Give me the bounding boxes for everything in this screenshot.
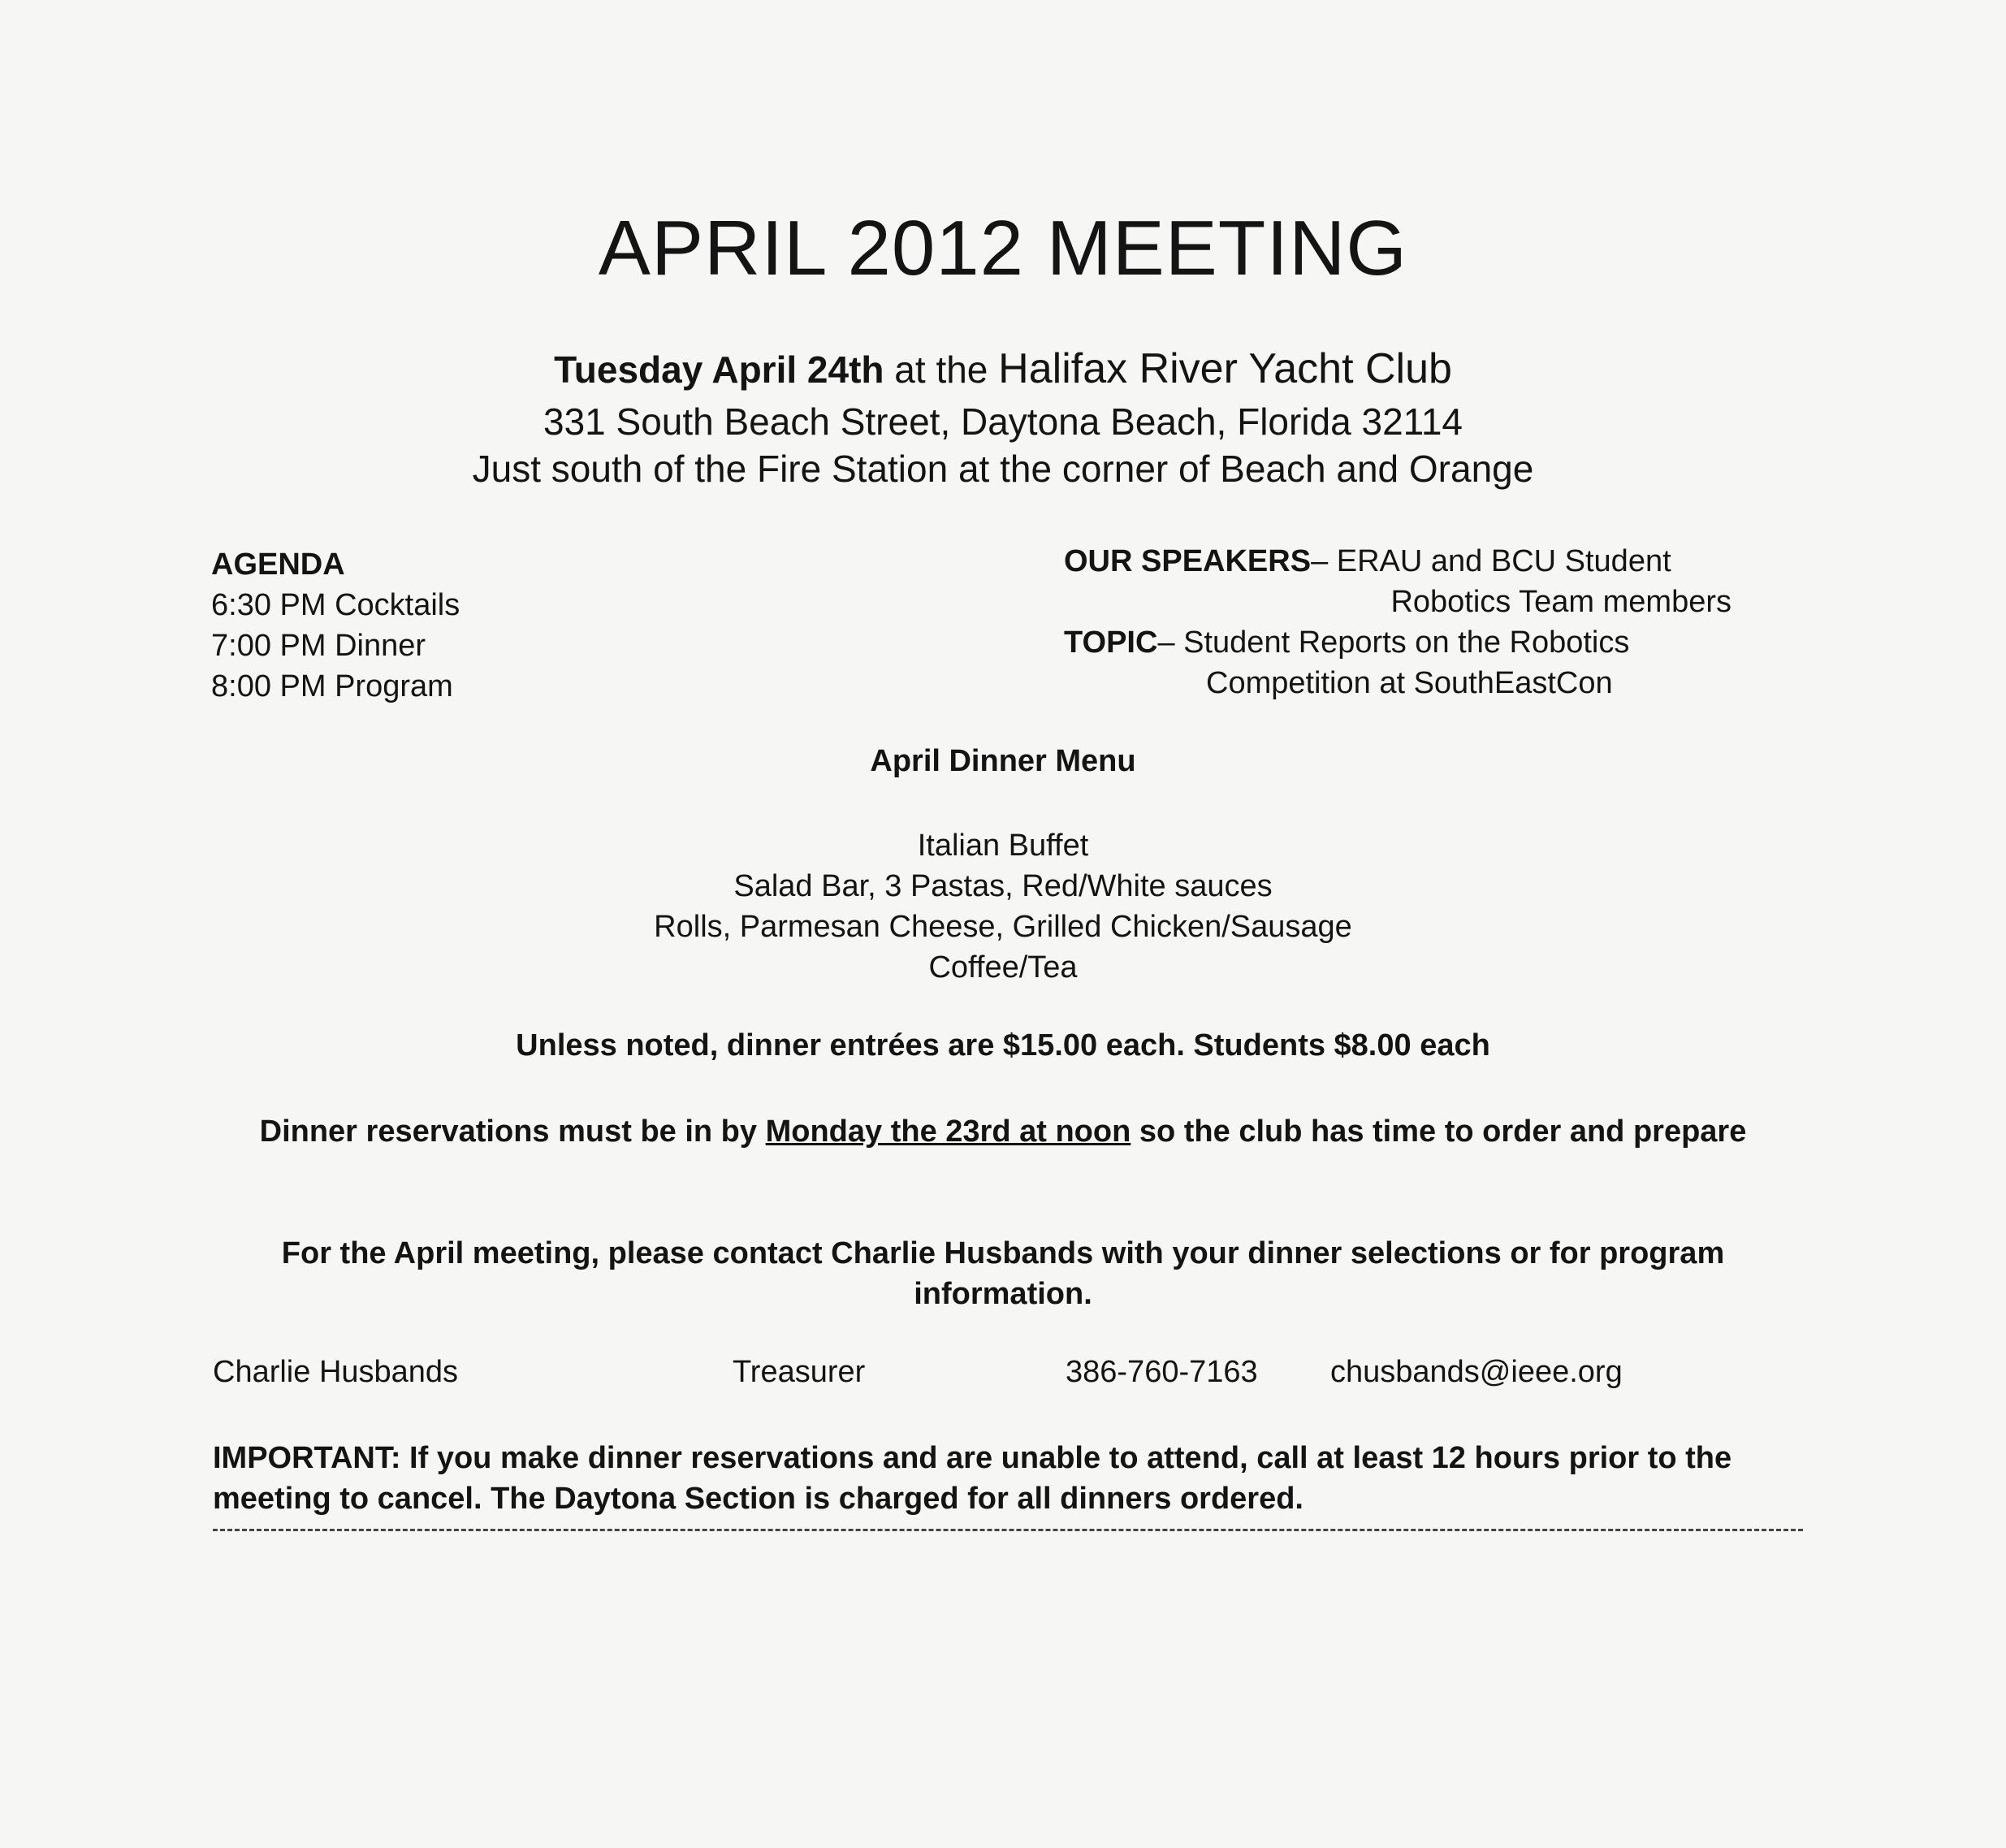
dashed-divider — [213, 1529, 1803, 1531]
agenda-item: 7:00 PM Dinner — [211, 629, 426, 663]
topic-dash: – — [1157, 625, 1184, 660]
agenda-block — [211, 544, 460, 707]
meeting-date: Tuesday April 24th — [554, 348, 884, 391]
venue-at-the: at the — [884, 348, 999, 391]
speakers-line1: ERAU and BCU Student — [1336, 544, 1671, 578]
contact-role: Treasurer — [733, 1355, 866, 1389]
menu-item: Coffee/Tea — [928, 950, 1078, 985]
contact-phone: 386-760-7163 — [1066, 1355, 1258, 1389]
reservations-after: so the club has time to order and prepare — [1131, 1114, 1747, 1149]
contact-paragraph: For the April meeting, please contact Charlie Husbands with your dinner selections or for program information. — [281, 1236, 1725, 1311]
topic-line2: Competition at SouthEastCon — [1206, 666, 1613, 700]
menu-list — [0, 825, 2006, 988]
agenda-item: 6:30 PM Cocktails — [211, 588, 460, 622]
agenda-heading: AGENDA — [211, 547, 345, 582]
speakers-label: OUR SPEAKERS — [1064, 544, 1312, 578]
reservations-note — [244, 1111, 1762, 1152]
contact-email: chusbands@ieee.org — [1330, 1355, 1623, 1389]
speakers-row — [1064, 541, 1731, 582]
topic-row — [1064, 622, 1731, 663]
menu-heading: April Dinner Menu — [870, 744, 1136, 778]
reservations-deadline: Monday the 23rd at noon — [765, 1114, 1131, 1149]
venue-directions: Just south of the Fire Station at the corner of Beach and Orange — [472, 448, 1534, 490]
venue-line — [0, 345, 2006, 392]
important-note — [213, 1438, 1805, 1519]
agenda-item: 8:00 PM Program — [211, 669, 453, 703]
page-title: APRIL 2012 MEETING — [598, 205, 1408, 292]
reservations-before: Dinner reservations must be in by — [259, 1114, 766, 1149]
important-label: IMPORTANT — [213, 1441, 391, 1475]
venue-name: Halifax River Yacht Club — [998, 345, 1452, 392]
menu-item: Rolls, Parmesan Cheese, Grilled Chicken/Sausage — [654, 910, 1352, 944]
speakers-block — [1064, 541, 1731, 703]
menu-item: Italian Buffet — [917, 829, 1089, 863]
topic-line1: Student Reports on the Robotics — [1183, 625, 1630, 660]
contact-name: Charlie Husbands — [213, 1355, 459, 1389]
venue-address: 331 South Beach Street, Daytona Beach, Florida 32114 — [543, 400, 1463, 443]
speakers-line2: Robotics Team members — [1390, 585, 1731, 619]
topic-label: TOPIC — [1064, 625, 1158, 660]
menu-item: Salad Bar, 3 Pastas, Red/White sauces — [733, 869, 1273, 903]
important-text: : If you make dinner reservations and are unable to attend, call at least 12 hours prior to the meeting to cancel. The Daytona Section is charged for all dinners ordered. — [213, 1441, 1732, 1516]
speakers-dash: – — [1311, 544, 1337, 578]
price-note: Unless noted, dinner entrées are $15.00 each. Students $8.00 each — [516, 1028, 1490, 1062]
